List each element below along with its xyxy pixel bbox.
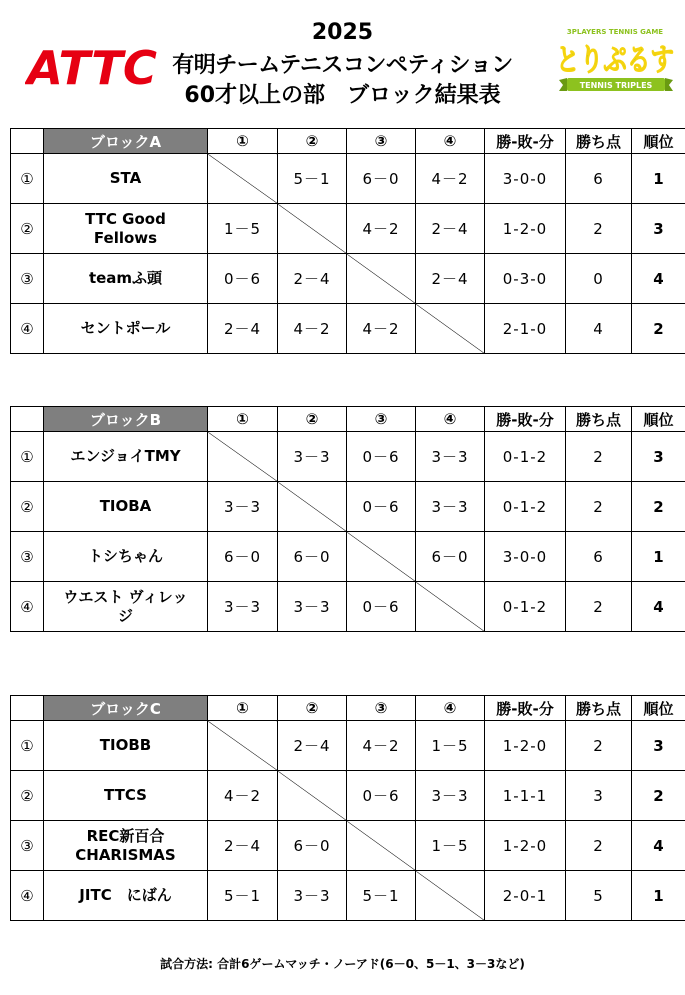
match-score: 2－4 <box>208 821 278 871</box>
team-name <box>44 304 208 354</box>
table-row <box>11 721 685 771</box>
match-score: 4－2 <box>278 304 347 354</box>
title-year: 2025 <box>311 20 374 45</box>
team-name <box>44 204 208 254</box>
win-points: 0 <box>566 254 632 304</box>
win-loss-draw: 2-0-1 <box>485 871 566 921</box>
win-points: 6 <box>566 532 632 582</box>
match-score: 2－4 <box>278 254 347 304</box>
row-number: ④ <box>11 582 44 632</box>
team-name-line: ジ <box>117 606 133 625</box>
win-points: 2 <box>566 582 632 632</box>
win-points: 2 <box>566 482 632 532</box>
team-name <box>44 154 208 204</box>
row-number: ③ <box>11 254 44 304</box>
block-b-table <box>10 406 685 632</box>
logo-ribbon-text: TENNIS TRIPLES <box>579 81 653 90</box>
table-row <box>11 204 685 254</box>
match-score: 3－3 <box>416 432 485 482</box>
rank: 1 <box>632 871 685 921</box>
row-number: ① <box>11 721 44 771</box>
table-row <box>11 254 685 304</box>
column-header: ① <box>208 696 278 721</box>
corner-cell <box>11 407 44 432</box>
logo-main-text: とりぷるす <box>556 43 674 78</box>
logo-top-text: 3PLAYERS TENNIS GAME <box>566 28 664 36</box>
row-number: ① <box>11 432 44 482</box>
table-row <box>11 482 685 532</box>
team-name <box>44 482 208 532</box>
team-name <box>44 532 208 582</box>
match-score: 4－2 <box>208 771 278 821</box>
row-number: ② <box>11 204 44 254</box>
row-number: ④ <box>11 871 44 921</box>
match-score: 3－3 <box>278 871 347 921</box>
rank: 2 <box>632 771 685 821</box>
match-score: 3－3 <box>208 482 278 532</box>
match-score: 3－3 <box>278 432 347 482</box>
win-points: 2 <box>566 432 632 482</box>
self-match-cell <box>278 482 347 532</box>
self-match-cell <box>347 532 416 582</box>
attc-logo-text: ATTC <box>25 41 158 92</box>
match-score: 5－1 <box>208 871 278 921</box>
win-points: 4 <box>566 304 632 354</box>
self-match-cell <box>208 432 278 482</box>
table-row <box>11 532 685 582</box>
win-loss-draw: 1-2-0 <box>485 721 566 771</box>
table-row <box>11 821 685 871</box>
team-name-line: TIOBA <box>99 497 152 515</box>
team-name <box>44 432 208 482</box>
rank: 2 <box>632 482 685 532</box>
win-points: 5 <box>566 871 632 921</box>
column-header: ② <box>278 129 347 154</box>
match-score: 2－4 <box>416 204 485 254</box>
rank: 4 <box>632 821 685 871</box>
team-name <box>44 721 208 771</box>
column-header: ② <box>278 407 347 432</box>
header-row <box>11 129 685 154</box>
row-number: ③ <box>11 532 44 582</box>
team-name <box>44 871 208 921</box>
rank: 2 <box>632 304 685 354</box>
team-name-line: TTCS <box>104 786 147 804</box>
team-name-line: STA <box>109 169 142 187</box>
match-score: 0－6 <box>347 771 416 821</box>
corner-cell <box>11 129 44 154</box>
self-match-cell <box>347 254 416 304</box>
team-name-line: ウエスト ヴィレッ <box>63 587 188 606</box>
win-points: 2 <box>566 204 632 254</box>
column-header: ① <box>208 407 278 432</box>
team-name <box>44 821 208 871</box>
win-points: 6 <box>566 154 632 204</box>
match-score: 3－3 <box>416 771 485 821</box>
rank: 1 <box>632 532 685 582</box>
self-match-cell <box>278 771 347 821</box>
block-name: ブロックA <box>44 129 208 154</box>
self-match-cell <box>347 821 416 871</box>
win-loss-draw: 3-0-0 <box>485 532 566 582</box>
win-loss-draw: 1-2-0 <box>485 821 566 871</box>
match-score: 1－5 <box>208 204 278 254</box>
match-score: 6－0 <box>208 532 278 582</box>
team-name <box>44 254 208 304</box>
block-name: ブロックC <box>44 696 208 721</box>
header-row <box>11 407 685 432</box>
match-score: 2－4 <box>278 721 347 771</box>
team-name-line: teamふ頭 <box>88 269 163 287</box>
match-score: 3－3 <box>278 582 347 632</box>
team-name-line: Fellows <box>93 228 158 247</box>
column-header: ④ <box>416 696 485 721</box>
match-score: 6－0 <box>347 154 416 204</box>
row-number: ③ <box>11 821 44 871</box>
team-name-line: TTC Good <box>85 209 166 228</box>
match-score: 0－6 <box>347 482 416 532</box>
win-loss-draw: 0-3-0 <box>485 254 566 304</box>
win-loss-draw: 3-0-0 <box>485 154 566 204</box>
match-score: 3－3 <box>208 582 278 632</box>
rank: 3 <box>632 721 685 771</box>
match-format-note: 試合方法: 合計6ゲームマッチ・ノーアド(6－0、5－1、3－3など) <box>160 957 525 971</box>
rank: 1 <box>632 154 685 204</box>
match-score: 3－3 <box>416 482 485 532</box>
column-header: ③ <box>347 129 416 154</box>
self-match-cell <box>416 871 485 921</box>
win-loss-draw: 1-2-0 <box>485 204 566 254</box>
block-c-table <box>10 695 685 921</box>
column-header: 勝-敗-分 <box>485 407 566 432</box>
win-points: 2 <box>566 721 632 771</box>
column-header: ③ <box>347 696 416 721</box>
win-loss-draw: 2-1-0 <box>485 304 566 354</box>
team-name-line: トシちゃん <box>87 547 163 565</box>
team-name-line: エンジョイTMY <box>70 447 181 465</box>
match-score: 2－4 <box>208 304 278 354</box>
team-name <box>44 582 208 632</box>
match-score: 0－6 <box>347 582 416 632</box>
column-header: ④ <box>416 407 485 432</box>
win-loss-draw: 0-1-2 <box>485 432 566 482</box>
team-name-line: TIOBB <box>99 736 152 754</box>
table-row <box>11 871 685 921</box>
column-header: 勝-敗-分 <box>485 129 566 154</box>
column-header: 勝ち点 <box>566 407 632 432</box>
header-row <box>11 696 685 721</box>
match-score: 5－1 <box>278 154 347 204</box>
match-score: 4－2 <box>347 304 416 354</box>
win-points: 2 <box>566 821 632 871</box>
table-row <box>11 154 685 204</box>
column-header: ③ <box>347 407 416 432</box>
table-row <box>11 771 685 821</box>
self-match-cell <box>208 154 278 204</box>
column-header: 勝ち点 <box>566 129 632 154</box>
corner-cell <box>11 696 44 721</box>
rank: 3 <box>632 432 685 482</box>
row-number: ① <box>11 154 44 204</box>
page-subtitle: 60才以上の部 ブロック結果表 <box>184 83 501 108</box>
self-match-cell <box>278 204 347 254</box>
team-name-line: REC新百合 <box>86 826 165 845</box>
column-header: ② <box>278 696 347 721</box>
rank: 3 <box>632 204 685 254</box>
column-header: 順位 <box>632 696 685 721</box>
table-row <box>11 304 685 354</box>
self-match-cell <box>416 582 485 632</box>
table-row <box>11 582 685 632</box>
match-score: 2－4 <box>416 254 485 304</box>
match-score: 6－0 <box>278 821 347 871</box>
attc-logo <box>25 40 160 92</box>
column-header: 勝-敗-分 <box>485 696 566 721</box>
match-score: 4－2 <box>347 204 416 254</box>
team-name-line: セントポール <box>80 319 171 337</box>
team-name-line: CHARISMAS <box>75 845 176 864</box>
self-match-cell <box>416 304 485 354</box>
win-points: 3 <box>566 771 632 821</box>
match-score: 6－0 <box>416 532 485 582</box>
column-header: 勝ち点 <box>566 696 632 721</box>
rank: 4 <box>632 582 685 632</box>
self-match-cell <box>208 721 278 771</box>
page-title: 有明チームテニスコンペティション <box>172 53 513 78</box>
win-loss-draw: 1-1-1 <box>485 771 566 821</box>
block-name: ブロックB <box>44 407 208 432</box>
tennis-triples-logo <box>553 22 678 102</box>
win-loss-draw: 0-1-2 <box>485 582 566 632</box>
win-loss-draw: 0-1-2 <box>485 482 566 532</box>
column-header: ④ <box>416 129 485 154</box>
team-name-line: JITC にばん <box>79 886 172 904</box>
block-a-table <box>10 128 685 354</box>
match-score: 6－0 <box>278 532 347 582</box>
match-score: 0－6 <box>347 432 416 482</box>
rank: 4 <box>632 254 685 304</box>
match-score: 4－2 <box>416 154 485 204</box>
match-score: 5－1 <box>347 871 416 921</box>
row-number: ② <box>11 771 44 821</box>
column-header: 順位 <box>632 129 685 154</box>
match-score: 1－5 <box>416 721 485 771</box>
match-score: 1－5 <box>416 821 485 871</box>
row-number: ② <box>11 482 44 532</box>
match-score: 4－2 <box>347 721 416 771</box>
match-score: 0－6 <box>208 254 278 304</box>
column-header: ① <box>208 129 278 154</box>
table-row <box>11 432 685 482</box>
column-header: 順位 <box>632 407 685 432</box>
row-number: ④ <box>11 304 44 354</box>
team-name <box>44 771 208 821</box>
